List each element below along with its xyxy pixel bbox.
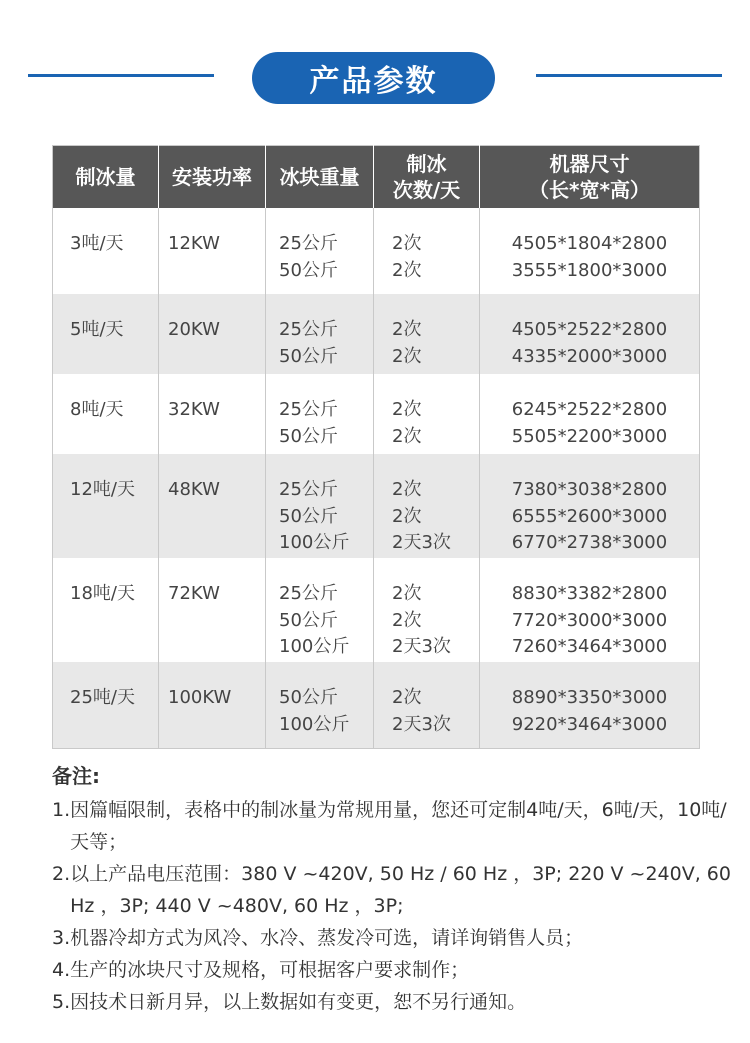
ice-count-cell — [374, 294, 480, 374]
table-header-cell — [266, 146, 374, 209]
ice-weight-cell — [266, 662, 374, 748]
ice-weight-value: 50公斤 — [279, 259, 338, 281]
ice-count-value: 2次 — [392, 399, 422, 420]
title-divider-right — [536, 74, 722, 77]
power-cell: 48KW — [159, 454, 266, 558]
table-row — [53, 454, 700, 558]
machine-size-value: 5505*2200*3000 — [511, 425, 668, 447]
ice-count-value: 2天3次 — [392, 713, 451, 735]
machine-size-value: 4335*2000*3000 — [511, 345, 668, 367]
ice-weight-value: 100公斤 — [279, 713, 350, 735]
machine-size-value: 6770*2738*3000 — [511, 532, 668, 553]
header-label: （长*宽*高） — [529, 178, 650, 202]
ice-weight-value: 100公斤 — [279, 532, 350, 553]
note-number: 5. — [52, 991, 71, 1013]
capacity-cell: 5吨/天 — [53, 294, 159, 374]
ice-weight-value: 25公斤 — [279, 399, 338, 420]
note-text: 以上产品电压范围：380 V ~420V, 50 Hz / 60 Hz ，3P; 220 V ~240V, 60 Hz ，3P; 440 V ~480V, 60 Hz ，3P; — [70, 863, 731, 917]
capacity-cell: 8吨/天 — [70, 399, 124, 420]
ice-count-value: 2次 — [392, 505, 422, 527]
note-number: 3. — [52, 927, 71, 949]
header-label: 冰块重量 — [279, 165, 360, 189]
ice-count-cell — [374, 208, 480, 294]
ice-weight-value: 25公斤 — [279, 233, 338, 254]
page-title — [252, 52, 495, 104]
machine-size-value: 7260*3464*3000 — [511, 636, 668, 657]
note-item — [52, 858, 732, 922]
ice-weight-value: 100公斤 — [279, 636, 350, 657]
ice-count-value: 2次 — [392, 233, 422, 254]
ice-weight-cell — [266, 454, 374, 558]
note-number: 4. — [52, 959, 71, 981]
machine-size-cell — [480, 662, 700, 748]
machine-size-value: 6555*2600*3000 — [511, 505, 668, 527]
table-header-cell — [53, 146, 159, 209]
power-cell: 72KW — [159, 558, 266, 662]
capacity-cell: 25吨/天 — [53, 662, 159, 748]
machine-size-value: 7720*3000*3000 — [511, 609, 668, 631]
header-label: 安装功率 — [172, 165, 252, 189]
machine-size-cell — [480, 558, 700, 662]
ice-count-cell — [374, 374, 480, 454]
notes-list — [52, 794, 732, 1018]
table-header-row — [53, 146, 700, 209]
machine-size-cell — [480, 294, 700, 374]
ice-weight-value: 50公斤 — [279, 687, 338, 708]
title-divider-left — [28, 74, 214, 77]
note-number: 1. — [52, 799, 71, 821]
ice-count-value: 2次 — [392, 479, 422, 500]
ice-weight-cell — [266, 294, 374, 374]
machine-size-value: 4505*2522*2800 — [511, 319, 668, 340]
ice-count-value: 2次 — [392, 425, 422, 447]
capacity-cell: 12吨/天 — [53, 454, 159, 558]
power-cell: 20KW — [159, 294, 266, 374]
ice-count-value: 2次 — [392, 259, 422, 281]
notes-title: 备注: — [52, 764, 100, 788]
power-cell: 100KW — [159, 662, 266, 748]
capacity-cell: 3吨/天 — [70, 233, 124, 254]
ice-weight-cell — [266, 374, 374, 454]
power-cell: 32KW — [159, 374, 266, 454]
ice-weight-value: 25公斤 — [279, 479, 338, 500]
ice-weight-cell — [266, 208, 374, 294]
ice-count-cell — [374, 454, 480, 558]
machine-size-cell — [480, 374, 700, 454]
machine-size-value: 7380*3038*2800 — [511, 479, 668, 500]
ice-count-value: 2次 — [392, 345, 422, 367]
table-row — [53, 294, 700, 374]
ice-count-value: 2次 — [392, 609, 422, 631]
table-header-cell — [374, 146, 480, 209]
machine-size-value: 9220*3464*3000 — [511, 713, 668, 735]
ice-count-cell — [374, 558, 480, 662]
table-row — [53, 662, 700, 748]
ice-weight-value: 50公斤 — [279, 345, 338, 367]
note-text: 生产的冰块尺寸及规格，可根据客户要求制作； — [70, 959, 470, 981]
machine-size-cell — [480, 454, 700, 558]
table-header-cell — [480, 146, 700, 209]
note-number: 2. — [52, 863, 71, 885]
ice-count-value: 2天3次 — [392, 636, 451, 657]
ice-count-value: 2天3次 — [392, 532, 451, 553]
table-row — [53, 558, 700, 662]
machine-size-value: 6245*2522*2800 — [511, 399, 668, 420]
power-cell: 12KW — [159, 208, 266, 294]
note-text: 因技术日新月异，以上数据如有变更，恕不另行通知。 — [70, 991, 527, 1013]
table-row — [53, 374, 700, 454]
note-item — [52, 794, 732, 858]
machine-size-value: 8830*3382*2800 — [511, 583, 668, 604]
ice-weight-value: 25公斤 — [279, 583, 338, 604]
note-item — [52, 954, 732, 986]
page-title-text: 产品参数 — [309, 64, 438, 99]
ice-weight-value: 50公斤 — [279, 609, 338, 631]
ice-weight-value: 50公斤 — [279, 505, 338, 527]
note-text: 因篇幅限制，表格中的制冰量为常规用量，您还可定制4吨/天，6吨/天，10吨/天等； — [70, 799, 727, 853]
table-row — [53, 208, 700, 294]
table-header-cell — [159, 146, 266, 209]
ice-weight-value: 25公斤 — [279, 319, 338, 340]
machine-size-value: 3555*1800*3000 — [511, 259, 668, 281]
ice-count-value: 2次 — [392, 319, 422, 340]
header-label: 次数/天 — [392, 178, 461, 202]
header-label: 机器尺寸 — [549, 152, 630, 176]
header-label: 制冰 — [406, 152, 447, 176]
note-item — [52, 986, 732, 1018]
header-label: 制冰量 — [75, 165, 136, 189]
machine-size-cell — [480, 208, 700, 294]
machine-size-value: 8890*3350*3000 — [511, 687, 668, 708]
ice-count-cell — [374, 662, 480, 748]
ice-count-value: 2次 — [392, 687, 422, 708]
machine-size-value: 4505*1804*2800 — [511, 233, 668, 254]
note-item — [52, 922, 732, 954]
note-text: 机器冷却方式为风冷、水冷、蒸发冷可选，请详询销售人员； — [70, 927, 584, 949]
notes-section — [52, 760, 732, 1018]
ice-weight-cell — [266, 558, 374, 662]
ice-count-value: 2次 — [392, 583, 422, 604]
ice-weight-value: 50公斤 — [279, 425, 338, 447]
product-params-table — [52, 145, 700, 749]
capacity-cell: 18吨/天 — [70, 583, 135, 604]
